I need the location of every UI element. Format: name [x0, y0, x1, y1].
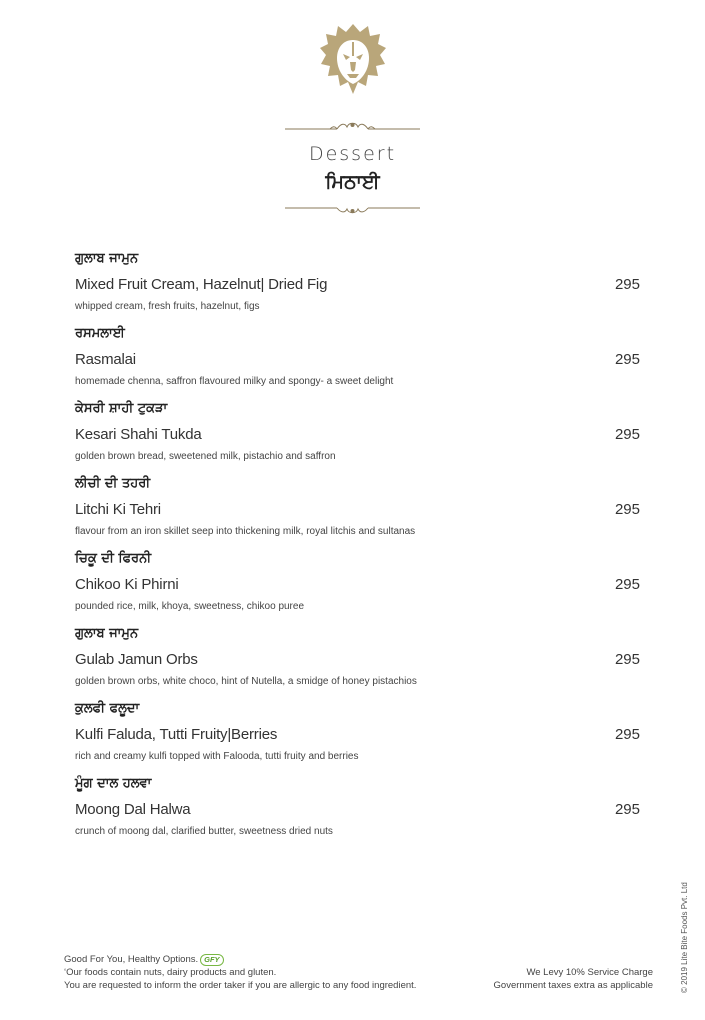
item-name: Mixed Fruit Cream, Hazelnut| Dried Fig	[75, 276, 328, 293]
nuts-note: ‘Our foods contain nuts, dairy products and gluten.	[64, 967, 277, 978]
item-price: 295	[614, 576, 640, 593]
gfy-text: Good For You, Healthy Options.	[64, 954, 199, 965]
item-name-punjabi: ਕੇਸਰੀ ਸ਼ਾਹੀ ਟੁਕੜਾ	[75, 401, 168, 416]
item-price: 295	[614, 276, 640, 293]
item-name: Kesari Shahi Tukda	[75, 426, 202, 443]
item-name-punjabi: ਗੁਲਾਬ ਜਾਮੁਨ	[75, 626, 139, 641]
menu-item	[75, 551, 645, 626]
item-description: golden brown orbs, white choco, hint of Nutella, a smidge of honey pistachios	[75, 676, 417, 687]
menu-item	[75, 776, 645, 851]
item-price: 295	[614, 726, 640, 743]
item-name-punjabi: ਲੀਚੀ ਦੀ ਤਹਰੀ	[75, 476, 151, 491]
item-name-punjabi: ਕੁਲਫੀ ਫਲੂਦਾ	[75, 701, 140, 716]
copyright: © 2019 Lite Bite Foods Pvt. Ltd	[680, 882, 689, 993]
page-title: Dessert	[308, 143, 397, 165]
item-name: Chikoo Ki Phirni	[75, 576, 179, 593]
service-charge-notes	[494, 966, 653, 992]
menu-item	[75, 401, 645, 476]
item-name: Gulab Jamun Orbs	[75, 651, 198, 668]
item-price: 295	[614, 801, 640, 818]
item-name-punjabi: ਮੂੰਗ ਦਾਲ ਹਲਵਾ	[75, 776, 152, 791]
item-name: Rasmalai	[75, 351, 136, 368]
menu-item	[75, 251, 645, 326]
item-price: 295	[614, 501, 640, 518]
gfy-badge-icon: GFY	[200, 954, 223, 966]
item-name: Litchi Ki Tehri	[75, 501, 161, 518]
item-description: whipped cream, fresh fruits, hazelnut, figs	[75, 301, 260, 312]
item-description: pounded rice, milk, khoya, sweetness, chikoo puree	[75, 601, 305, 612]
footer-notes	[64, 953, 416, 992]
service-charge: We Levy 10% Service Charge	[526, 967, 653, 978]
menu-item	[75, 626, 645, 701]
gfy-line	[64, 953, 416, 966]
item-name-punjabi: ਚਿਕੂ ਦੀ ਫਿਰਨੀ	[75, 551, 152, 566]
item-name: Moong Dal Halwa	[75, 801, 191, 818]
dessert-menu-list	[75, 251, 645, 851]
item-price: 295	[614, 651, 640, 668]
item-name-punjabi: ਗੁਲਾਬ ਜਾਮੁਨ	[75, 251, 139, 266]
item-price: 295	[614, 351, 640, 368]
item-description: homemade chenna, saffron flavoured milky and spongy- a sweet delight	[75, 376, 394, 387]
taxes-note: Government taxes extra as applicable	[493, 980, 653, 991]
item-price: 295	[614, 426, 640, 443]
menu-item	[75, 476, 645, 551]
item-name-punjabi: ਰਸਮਲਾਈ	[75, 326, 125, 341]
allergy-note: You are requested to inform the order taker if you are allergic to any food ingredient.	[64, 980, 417, 991]
menu-item	[75, 326, 645, 401]
flourish-ornament-icon	[285, 120, 420, 134]
page-title-punjabi: ਮਿਠਾਈ	[325, 171, 380, 193]
item-description: flavour from an iron skillet seep into thickening milk, royal litchis and sultanas	[75, 526, 416, 537]
item-name: Kulfi Faluda, Tutti Fruity|Berries	[75, 726, 278, 743]
lion-head-icon	[318, 22, 388, 98]
flourish-ornament-icon	[285, 201, 420, 215]
item-description: crunch of moong dal, clarified butter, sweetness dried nuts	[75, 826, 333, 837]
menu-item	[75, 701, 645, 776]
item-description: rich and creamy kulfi topped with Falooda, tutti fruity and berries	[75, 751, 359, 762]
item-description: golden brown bread, sweetened milk, pistachio and saffron	[75, 451, 336, 462]
